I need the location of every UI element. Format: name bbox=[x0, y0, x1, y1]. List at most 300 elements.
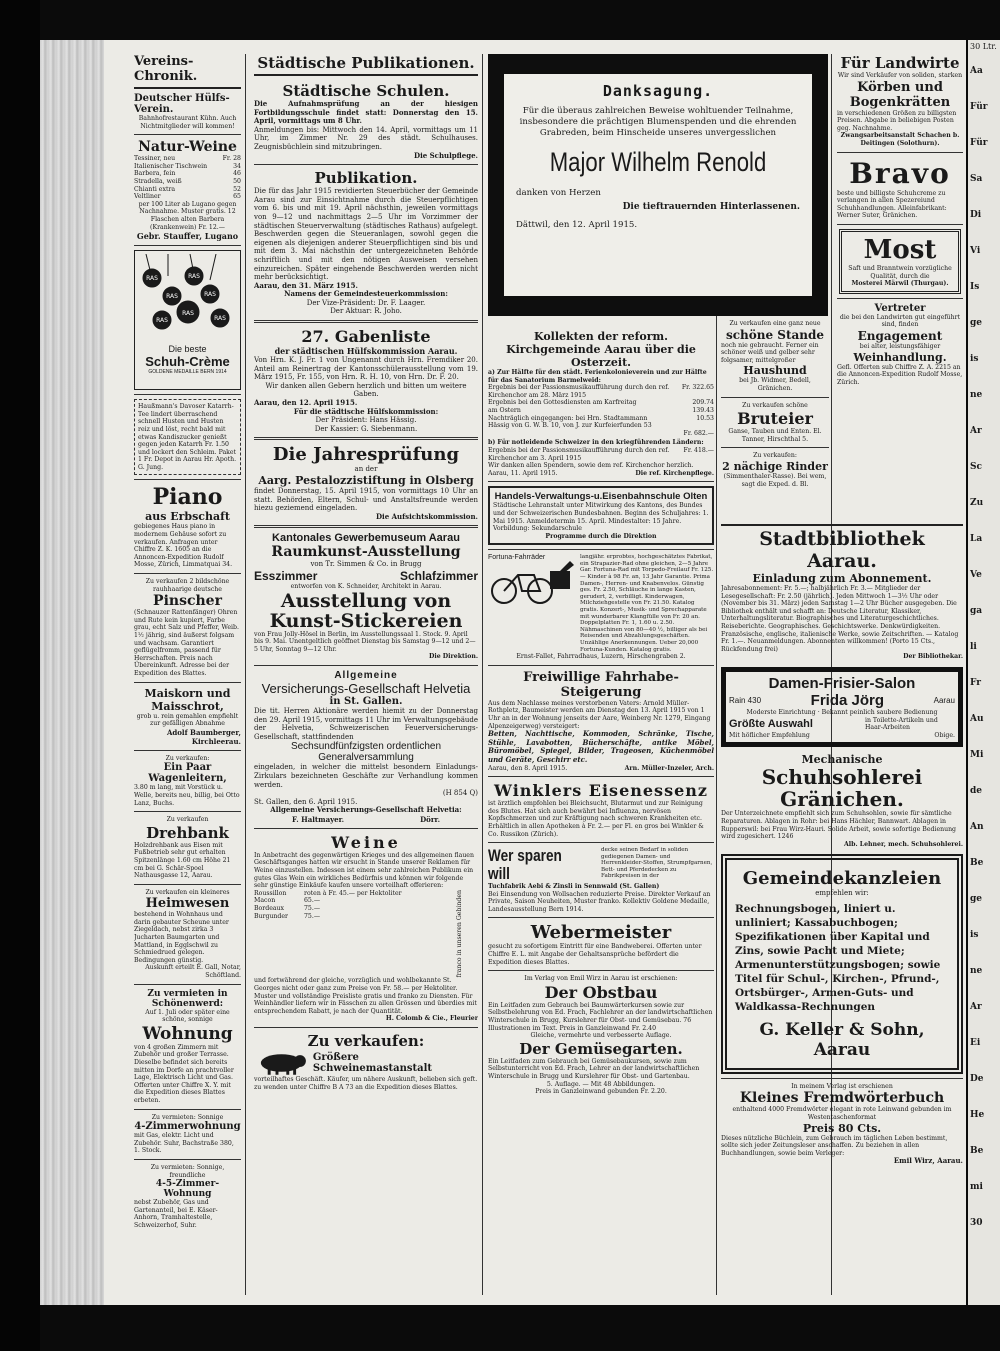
rent3-title: 4-5-Zimmer-Wohnung bbox=[155, 1179, 220, 1200]
scanner-background bbox=[0, 0, 40, 1351]
piano-text: gebiegenes Haus piano in modernem Gehäuse sofort zu verkaufen. Anfragen unter Chiffre Z. K. 1605 an die Annoncen-Expedition Rudolf Mosse, Zürich, Limmatquai 34. bbox=[134, 523, 233, 569]
collection-amount: 10.53 bbox=[696, 414, 714, 422]
column-staedtische-publikationen bbox=[254, 54, 478, 1295]
salon-city: Aarau bbox=[933, 695, 955, 705]
edge-fragment: Is bbox=[970, 282, 980, 292]
thanks-notice-block bbox=[488, 54, 828, 324]
egg-text: Ganse, Tauben und Enten. El. Tanner, Hirschthal 5. bbox=[728, 428, 822, 443]
edge-fragment: He bbox=[970, 1110, 985, 1120]
salon-choice-row bbox=[729, 717, 955, 732]
salon-room: Rain 430 bbox=[729, 695, 762, 705]
edge-fragment: li bbox=[970, 642, 977, 652]
wine-ad-note: per 100 Liter ab Lugano gegen Nachnahme. Muster gratis. 12 Flaschen alten Barbera (Krankenwein) Fr. 12.— bbox=[138, 200, 237, 231]
helvetia-text2: eingeladen, in welcher die mittelst besondern Einladungs-Zirkulars bezeichneten Geschäfte zur Verhandlung kommen werden. bbox=[254, 763, 478, 789]
collection-label bbox=[488, 430, 670, 438]
dict-title: Kleines Fremdwörterbuch bbox=[739, 1090, 945, 1107]
farmers-title: Für Landwirte bbox=[840, 54, 960, 72]
exam-title: Die Jahresprüfung bbox=[272, 444, 460, 466]
home-pre: Zu verkaufen ein kleineres bbox=[145, 888, 230, 896]
farmers-text: Wir sind Verkäufer von soliden, starken bbox=[837, 72, 963, 79]
museum-room-right: Schlafzimmer bbox=[399, 568, 478, 583]
baskets-firm: Zwangsarbeitsanstalt Schachen b. Deitingen (Solothurn). bbox=[840, 132, 960, 147]
column-middle bbox=[488, 330, 714, 1295]
pigs-header bbox=[254, 1050, 478, 1076]
helvetia-meeting: Sechsundfünfzigsten ordentlichen Generalversammlung bbox=[290, 741, 442, 764]
ras-label: RAS bbox=[146, 275, 158, 283]
sparen-ad bbox=[488, 847, 714, 883]
pinscher-pre: Zu verkaufen 2 bildschöne rauhhaarige deutsche bbox=[145, 578, 230, 593]
ras-slogan: Die beste bbox=[168, 344, 207, 355]
most-title: Most bbox=[863, 234, 937, 265]
edge-fragment: Fr bbox=[970, 678, 981, 688]
book-binding-edge bbox=[40, 40, 104, 1305]
gifts-title: 27. Gabenliste bbox=[301, 327, 431, 347]
olten-text: Städtische Lehranstalt unter Mitwirkung des Kantons, des Bundes und der Schweizerischen Bundesbahnen. Beginn des Schuljahres: 1. Mai 1915. Anmeldetermin 15. April. Mindestalter: 15 Jahre. Vorbildung: Sekundarschule bbox=[493, 502, 709, 533]
rent1-pre: Zu vermieten in Schönenwerd: bbox=[147, 988, 228, 1009]
library-title: Stadtbibliothek Aarau. bbox=[721, 524, 963, 572]
thanks-inner bbox=[504, 74, 812, 296]
iron-text: ist ärztlich empfohlen bei Bleichsucht, Blutarmut und zur Reinigung des Blutes. Hat sich auch bewährt bei Influenza, nervösen Kopfschmerzen und zur Kräftigung nach schweren Krankheiten etc. Erhältlich in allen Apotheken à Fr. 2.— per Fl. en gros bei Winkler & Co. Russikon (Zürich). bbox=[488, 800, 704, 838]
edge-fragment: Sc bbox=[970, 462, 982, 472]
edge-fragment: Für bbox=[970, 102, 988, 112]
collection-date: Aarau, 11. April 1915. bbox=[488, 469, 558, 477]
salon-line3: Mit höflicher Empfehlung bbox=[729, 731, 810, 739]
dict-text2: Dieses nützliche Büchlein, zum Gebrauch im täglichen Leben bestimmt, sollte sich jeder Zeitungsleser anschaffen. Zu beziehen in allen Buchhandlungen, sowie beim Verleger: bbox=[721, 1134, 948, 1157]
mais-title: Maiskorn und Maisschrot, bbox=[144, 686, 231, 713]
piano-subtitle: aus Erbschaft bbox=[145, 510, 230, 524]
lathe-pre: Zu verkaufen bbox=[166, 816, 209, 824]
collection-rows bbox=[488, 384, 714, 437]
collection-amount: 139.43 bbox=[692, 406, 714, 414]
helvetia-signer: Dörr. bbox=[420, 814, 441, 824]
auction-text: Aus dem Nachlasse meines verstorbenen Vaters: Arnold Müller-Rothpletz, Baumeister werden am Dienstag den 13. April 1915 von 1 Uhr an in der Wohnung jenseits der Aare, Weinberg Nr. 1279, Eingang Alpenzeigerweg) versteigert: bbox=[488, 699, 711, 730]
edge-fragment: ga bbox=[970, 606, 983, 616]
gifts-sign: Der Präsident: Hans Hässig. bbox=[315, 416, 417, 425]
auction-date: Aarau, den 8. April 1915. bbox=[488, 764, 568, 772]
garden-text: Ein Leitfaden zum Gebrauch bei Gemüsebaukursen, sowie zum Selbstunterricht von Ed. Frach, Lehrer an der landwirtschaftlichen Winterschule in Brugg und Kurslehrer für Obst- und Gartenbau. bbox=[488, 1057, 700, 1080]
garden-title: Der Gemüsegarten. bbox=[519, 1039, 683, 1058]
edge-fragment: Mi bbox=[970, 750, 984, 760]
salon-sign: Obige. bbox=[934, 731, 955, 739]
museum-by: von Tr. Simmen & Co. in Brugg bbox=[310, 560, 422, 569]
bravo-text: beste und billigste Schuhcreme zu verlangen in allen Spezereiund Schuhhandlungen. Alleinfabrikant: Werner Suter, Gränichen. bbox=[837, 189, 947, 220]
mais-firm: Adolf Baumberger, Kirchleerau. bbox=[166, 727, 241, 746]
edge-fragment: Sa bbox=[970, 174, 983, 184]
edge-fragment: Ar bbox=[970, 426, 982, 436]
weine-name: Roussillon bbox=[254, 889, 287, 897]
helvetia-sign: Allgemeine Versicherungs-Gesellschaft Helvetia: bbox=[270, 805, 462, 815]
ras-label: RAS bbox=[156, 317, 168, 325]
helvetia-title: Versicherungs-Gesellschaft Helvetia bbox=[261, 680, 471, 696]
weine-name: Burgunder bbox=[254, 912, 289, 920]
schools-title: Städtische Schulen. bbox=[282, 82, 450, 100]
embroidery-sign: Die Direktion. bbox=[429, 653, 478, 661]
edge-fragment: Aa bbox=[970, 66, 983, 76]
edge-fragment: Ei bbox=[970, 1038, 981, 1048]
schools-notice: Die Aufnahmsprüfung an der hiesigen Fortbildungsschule findet statt: Donnerstag den 15. April, vormittags um 8 Uhr. bbox=[254, 99, 478, 126]
representative-title3: Weinhandlung. bbox=[853, 350, 947, 364]
chancery-firm: G. Keller & Sohn, Aarau bbox=[759, 1019, 925, 1060]
museum-room-left: Esszimmer bbox=[254, 568, 318, 583]
weine-price: 75.— bbox=[304, 905, 321, 913]
edge-fragment: De bbox=[970, 1074, 984, 1084]
publication-sign: Der Aktuar: R. Joho. bbox=[330, 307, 402, 316]
helvetia-signer: F. Haltmayer. bbox=[291, 814, 345, 824]
collection-label: Nachträglich eingegangen: bei Hrn. Stadtammann Hässig von G. W. B. 10, von J. zur Kurfeierfunden 53 bbox=[488, 414, 652, 430]
collection-footer bbox=[488, 470, 714, 478]
cattle-title: 2 nächige Rinder bbox=[722, 459, 828, 473]
weine-text2: und fortwährend der gleiche, vorzüglich und wohlbekannte St. Georges nicht oder ganz zum Preise von Fr. 58.— per Hektoliter. Muster und vollständige Preisliste gratis und franko zu Diensten. Für Weinhändler liefern wir in Fässchen zu allen Grössen und überdies mit entsprechendem Rabatt, je nach der Quantität. bbox=[254, 977, 477, 1015]
edge-fragment: de bbox=[970, 786, 983, 796]
weine-name: Bordeaux bbox=[254, 905, 285, 913]
auction-items: Betten, Nachttische, Kommoden, Schränke, Tische, Stühle, Lavabotten, Bücherschäfte, antike Möbel, Büromöbel, Spiegel, Bilder, Trageosen, Küchenmöbel und Geräte, Geschirr etc. bbox=[488, 729, 714, 764]
dict-price: Preis 80 Cts. bbox=[802, 1121, 882, 1135]
helvetia-pre: Allgemeine bbox=[334, 669, 398, 681]
dict-text: enthaltend 4000 Fremdwörter elegant in rote Leinwand gebunden im Westentaschenformat bbox=[732, 1106, 952, 1122]
edge-fragment: La bbox=[970, 534, 983, 544]
ladder-title: Ein Paar Wagenleitern, bbox=[148, 762, 227, 785]
ladder-pre: Zu verkaufen: bbox=[165, 754, 210, 762]
collection-row bbox=[488, 399, 714, 407]
weine-rows bbox=[254, 890, 456, 978]
publication-sign: Der Vize-Präsident: Dr. F. Laager. bbox=[306, 298, 426, 307]
fortuna-visual bbox=[488, 554, 576, 653]
sparen-title: Wer sparen will bbox=[488, 846, 562, 884]
salon-title: Damen-Frisier-Salon bbox=[768, 674, 916, 692]
piano-title: Piano bbox=[152, 484, 223, 511]
tea-ad bbox=[134, 399, 241, 475]
collection-b-label: Ergebnis bei der Passionsmusikaufführung durch den ref. Kirchenchor am 3. April 1915 bbox=[488, 446, 670, 462]
section-title: Vereins-Chronik. bbox=[134, 54, 241, 89]
stand-title: schöne Stande bbox=[725, 327, 825, 342]
obstbau-text: Ein Leitfaden zum Gebrauch bei Baumwärterkursen sowie zur Selbstbelehrung von Ed. Frach, Fachlehrer an der landwirtschaftlichen Winterschule in Brugg, Kurslehrer für Obst- und Gemüsebau. 76 Illustrationen im Text. Preis in Ganzleinwand Fr. 2.40 bbox=[488, 1001, 713, 1032]
section-title: Städtische Publikationen. bbox=[254, 54, 478, 76]
weine-row bbox=[254, 890, 456, 898]
ladder-text: 3.80 m lang, mit Vorstück u. Welle, bereits neu, billig, bei Otto Lanz, Buchs. bbox=[134, 784, 240, 807]
edge-fragment: Ve bbox=[970, 570, 982, 580]
museum-title: Kantonales Gewerbemuseum Aarau bbox=[272, 532, 460, 545]
library-text: Jahresabonnement: Fr. 5.—; halbjährlich Fr. 3.— Mitglieder der Lesegesellschaft: Fr. 2.50 (jährlich). Jeden Mittwoch 1—3½ Uhr oder (November bis 31. März) jeden Samstag 1—2 Uhr Bücher ausgegeben. Die Bibliothek enthält und schafft an: Deutsche Literatur, Klassiker, Unterhaltungsliteratur. Biographisches und Literaturgeschichtliches. Reiseberichte. Geographisches. Geschichtswerke. Denkwürdigkeiten. Französische, englische, italienische Werke, sowie Zeitschriften. — Katalog Fr. 1.—. Neuanmeldungen. Abonnenten willkommen! (Porto 15 Cts., Rückfendung frei) bbox=[721, 585, 959, 653]
edge-fragment: mi bbox=[970, 1182, 983, 1192]
newspaper-page bbox=[104, 40, 966, 1305]
salon-line1: Moderste Einrichtung · Bekannt peinlich saubere Bedienung bbox=[746, 708, 938, 716]
baskets-text: in verschiedenen Größen zu billigsten Preisen. Abgabe in beliebigen Posten geg. Nachnahme. bbox=[837, 109, 957, 132]
museum-architect: entworfen von K. Schneider, Architekt in Aarau. bbox=[290, 582, 442, 590]
shoe-title: Schuhsohlerei Gränichen. bbox=[761, 765, 923, 812]
egg-pre: Zu verkaufen schöne bbox=[742, 401, 808, 409]
ras-medal: GOLDENE MEDAILLE BERN 1914 bbox=[148, 369, 227, 376]
edge-text: 30 Ltr. bbox=[970, 42, 997, 51]
shoe-text: Der Unterzeichnete empfiehlt sich zum Schuhsohlen, sowie für sämtliche Reparaturen. Ablagen in Rohr: bei Hans Hächler, Bannwart. Ablagen in Rupperswil: bei Frau Wirz-Hauri. Solide Arbeit, sowie sofortige Bedienung wird zugesichert. 1246 bbox=[721, 810, 957, 841]
collection-sign: Die ref. Kirchenpflege. bbox=[635, 469, 714, 477]
schools-sign: Die Schulpflege. bbox=[414, 150, 478, 160]
rent2-title: 4-Zimmerwohnung bbox=[134, 1121, 241, 1133]
lathe-title: Drehbank bbox=[146, 823, 229, 842]
ras-label: RAS bbox=[182, 310, 194, 318]
weine-table bbox=[254, 890, 478, 978]
museum-exhibition: Raumkunst-Ausstellung bbox=[271, 544, 461, 561]
publisher-pre: Im Verlag von Emil Wirz in Aarau ist erschienen: bbox=[524, 975, 678, 983]
wine-price-list bbox=[134, 155, 241, 201]
chancery-ad bbox=[721, 854, 963, 1074]
rent1-title: Wohnung bbox=[142, 1023, 233, 1044]
edge-fragment: is bbox=[970, 354, 979, 364]
dict-pre: In meinem Verlag ist erschienen bbox=[791, 1082, 893, 1090]
exam-sub: an der bbox=[354, 465, 378, 474]
rent1-text2: von 4 großen Zimmern mit Zubehör und großer Terrasse. Dieselbe befindet sich bereits mitten im Dorfe an prachtvoller Lage, Elektrisch Licht und Gas. Offerten unter Chiffre X. Y. mit die Expedition dieses Blattes erbeten. bbox=[134, 1043, 234, 1104]
most-ad bbox=[839, 229, 961, 294]
fortuna-ad bbox=[488, 554, 714, 653]
garden-price: Preis in Ganzleinwand gebunden Fr. 2.20. bbox=[535, 1088, 667, 1096]
weine-row bbox=[254, 913, 456, 921]
edge-fragment: Di bbox=[970, 210, 982, 220]
wine-ad-firm: Gebr. Stauffer, Lugano bbox=[136, 231, 239, 242]
sparen-text: decke seinen Bedarf in soliden gediegenen Damen- und Herrenkleider-Stoffen, Strumpfgarnen, Bett- und Pferdedecken zu Fabrikpreisen in der bbox=[601, 847, 713, 880]
ras-tins-illustration bbox=[138, 254, 236, 340]
home-text: bestehend in Wohnhaus und darin gebauter Scheune unter Ziegeldach, nebst zirka 3 Jucharten Baumgarten und Mattland, in Egglschwil zu Schmiedrued gelegen. Bedingungen günstig. bbox=[134, 911, 229, 964]
pigs-name: Größere Schweinemastanstalt bbox=[312, 1051, 433, 1074]
home-title: Heimwesen bbox=[145, 896, 230, 912]
edge-fragment: Be bbox=[970, 858, 984, 868]
representative-text: die bei den Landwirten gut eingeführt sind, finden bbox=[839, 313, 961, 329]
edge-fragment: 30 bbox=[970, 1218, 983, 1228]
collection-label: Ergebnis bei den Gottesdiensten am Karfreitag bbox=[488, 399, 637, 407]
rent3-text: nebst Zubehör, Gas und Gartenanteil, bei E. Käser-Anhorn, Tramhaltestelle, Schweizerhof, Suhr. bbox=[134, 1199, 218, 1229]
auction-footer bbox=[488, 765, 714, 773]
ad-text: Bahnhofrestaurant Kühn. Auch Nichtmitglieder will kommen! bbox=[138, 115, 237, 130]
wine-ad-title: Natur-Weine bbox=[138, 139, 237, 156]
rent2-pre: Zu vermieten: Sonnige bbox=[151, 1113, 224, 1121]
weine-title: Weine bbox=[331, 832, 401, 852]
olten-title: Handels-Verwaltungs-u.Eisenbahnschule Olten bbox=[494, 491, 708, 503]
publication-text: Die für das Jahr 1915 revidierten Steuerbücher der Gemeinde Aarau sind zur Einsichtnahme durch die Steuerpflichtigen vom 6. bis und mit 19. April nächsthin, jeweilen vormittags von 9—12 und nachmittags 2—5 Uhr im Vorzimmer der städtischen Steuerverwaltung (städtisches Rathaus) aufgelegt. Beschwerden gegen die Steueranlagen, sowohl gegen die eigenen als diejenigen anderer Steuerpflichtigen sind bis und mit dem 3. Mai nächsthin der untergezeichneten Behörde schriftlich und mit den nötigen Ausweisen versehen einzureichen. Später eingehende Beschwerden werden nicht mehr berücksichtigt. bbox=[254, 187, 478, 282]
gifts-subtitle: der städtischen Hülfskommission Aarau. bbox=[274, 346, 458, 357]
library-subtitle: Einladung zum Abonnement. bbox=[752, 572, 932, 585]
wine-price: 34 bbox=[233, 162, 241, 170]
wine-row bbox=[134, 170, 241, 178]
collection-amount: Fr. 322.65 bbox=[681, 384, 714, 392]
thanks-name: Major Wilhelm Renold bbox=[549, 147, 767, 177]
publication-title: Publikation. bbox=[314, 169, 418, 188]
weine-firm: H. Colomb & Cie., Fleurier bbox=[385, 1015, 478, 1023]
collection-row bbox=[488, 430, 714, 438]
collection-amount: 209.74 bbox=[692, 399, 714, 407]
edge-fragment: ge bbox=[970, 318, 983, 328]
edge-fragment: ne bbox=[970, 966, 983, 976]
mais-text: grob u. rein gemahlen empfiehlt zur gefälligen Abnahme bbox=[136, 712, 239, 728]
wine-row bbox=[134, 193, 241, 201]
rent3-pre: Zu vermieten: Sonnige, freundliche bbox=[150, 1163, 225, 1179]
salon-ad bbox=[721, 667, 963, 747]
fortuna-firm: Ernst-Fallet, Fahrradhaus, Luzern, Hirschengraben 2. bbox=[516, 653, 686, 661]
auction-title: Freiwillige Fahrhabe-Steigerung bbox=[523, 669, 679, 700]
edge-fragment: Be bbox=[970, 1146, 984, 1156]
thanks-text2: danken von Herzen bbox=[516, 188, 601, 198]
collection-b-row bbox=[488, 447, 714, 462]
wine-row bbox=[134, 155, 241, 163]
sparen-firm: Tuchfabrik Aebi & Zinsli in Sennwald (St. Gallen) bbox=[488, 883, 660, 891]
museum-rooms bbox=[254, 569, 478, 583]
pigs-title: Zu verkaufen: bbox=[307, 1031, 425, 1050]
wine-name: Stradella, weiß bbox=[134, 177, 182, 185]
wine-price: 65 bbox=[233, 193, 241, 201]
most-text: Saft und Branntwein vorzügliche Qualität, durch die bbox=[848, 264, 952, 280]
wine-row bbox=[134, 163, 241, 171]
salon-footer bbox=[729, 732, 955, 740]
representative-text3: Gefl. Offerten sub Chiffre Z. A. 2215 an die Annoncen-Expedition Rudolf Mosse, Zürich. bbox=[837, 363, 963, 386]
weine-price: roten à Fr. 45.— per Hektoliter bbox=[304, 889, 402, 897]
garden-edition: 5. Auflage. — Mit 48 Abbildungen. bbox=[546, 1080, 656, 1088]
helvetia-date: St. Gallen, den 6. April 1915. bbox=[254, 797, 358, 806]
helvetia-code: (H 854 Q) bbox=[442, 789, 478, 798]
gifts-sign: Der Kassier: G. Siebenmann. bbox=[314, 424, 418, 433]
edge-fragments bbox=[968, 53, 1000, 1241]
salon-owner: Frida Jörg bbox=[810, 691, 885, 709]
collection-label: am Ostern bbox=[488, 406, 521, 414]
collection-b-amount: Fr. 418.— bbox=[683, 446, 714, 454]
most-firm: Mosterei Märwil (Thurgau). bbox=[851, 280, 949, 288]
edge-fragment: ne bbox=[970, 390, 983, 400]
dog-title: Haushund bbox=[743, 364, 807, 378]
wine-row bbox=[134, 178, 241, 186]
publication-sign: Namens der Gemeindesteuerkommission: bbox=[284, 289, 448, 299]
gifts-text: Von Hrn. K. J. Fr. 1 von Ungenannt durch Hrn. Fremdiker 20. Anteil am Reinertrag der Kantonsschülerausstellung vom 19. März 1915, Fr. 155, von Hrn. R. H. 10, von Hrn. Dr. F. 20. bbox=[254, 356, 478, 382]
collection-a: a) Zur Hälfte für den städt. Ferienkolonieverein und zur Hälfte für das Sanatorium Barmelweid: bbox=[488, 369, 707, 384]
collection-amount: Fr. 682.— bbox=[683, 429, 714, 437]
shoe-pre: Mechanische bbox=[801, 753, 883, 767]
shoe-sign: Alb. Lehner, mech. Schuhsohlerei. bbox=[843, 840, 963, 848]
thanks-date: Dättwil, den 12. April 1915. bbox=[516, 220, 638, 230]
olten-sign: Programme durch die Direktion bbox=[545, 532, 657, 540]
weber-text: gesucht zu sofortigem Eintritt für eine Bandweberei. Offerten unter Chiffre E. L. mit Angabe der Gehaltsansprüche befördert die Expedition dieses Blattes. bbox=[488, 943, 702, 966]
helvetia-text: Die tit. Herren Aktionäre werden hiemit zu der Donnerstag den 29. April 1915, vormittags 11 Uhr im Verwaltungsgebäude der Helvetia, Schweizerischen Feuerversicherungs-Gesellschaft, stattfindenden bbox=[254, 706, 478, 741]
collection-title: Kollekten der reform. Kirchgemeinde Aarau über die Osterzeit. bbox=[506, 330, 696, 369]
edge-fragment: Au bbox=[970, 714, 984, 724]
weber-title: Webermeister bbox=[530, 922, 672, 944]
pinscher-text: (Schnauzer Rattenfänger) Ohren und Rute kein kupiert, Farbe grau, echt Salz und Pfeffer, Weib. 1½ jährig, sind äußerst folgsam und wachsam. Garantiert geflügelfromm, passend für Herrschaften. Preis nach Übereinkunft. Adresse bei der Expedition des Blattes. bbox=[134, 609, 239, 677]
gifts-date: Aarau, den 12. April 1915. bbox=[254, 398, 358, 408]
pinscher-title: Pinscher bbox=[153, 593, 222, 610]
sparen-text2: Bei Einsendung von Wollsachen reduzierte Preise. Direkter Verkauf an Private, Saison Neuheiten, Muster franko. Kollektiv Goldene Medaille, Landesausstellung Bern 1914. bbox=[488, 890, 711, 913]
dog-text: bei Jb. Widmer, Bedell, Gränichen. bbox=[739, 377, 811, 392]
ras-label: RAS bbox=[188, 273, 200, 281]
embroidery-title: Ausstellung von Kunst-Stickereien bbox=[269, 589, 463, 632]
weine-price: 75.— bbox=[304, 912, 321, 920]
auction-sign: Arn. Müller-Inzeler, Arch. bbox=[624, 764, 714, 772]
weine-side-note: franco in unseren Gebinden bbox=[456, 889, 463, 978]
thanks-text: Für die überaus zahlreichen Beweise wohltuender Teilnahme, insbesondere die prächtigen Blumenspenden und die ehrenden Grabreden, beim Hinscheide unseres unvergesslichen bbox=[519, 106, 797, 138]
column-vereins-chronik bbox=[134, 54, 241, 1295]
helvetia-signers bbox=[254, 815, 478, 824]
weine-row bbox=[254, 905, 456, 913]
ras-shoe-cream-ad bbox=[134, 250, 241, 390]
exam-institution: Aarg. Pestalozzistiftung in Olsberg bbox=[258, 474, 474, 487]
pig-icon bbox=[254, 1050, 309, 1076]
obstbau-note: Gleiche, vermehrte und verbesserte Auflage. bbox=[530, 1032, 672, 1040]
dict-firm: Emil Wirz, Aarau. bbox=[893, 1156, 963, 1166]
fortuna-text: langjähr. erprobtes, hochgeschätztes Fabrikat, ein Strapazier-Rad ohne gleichen, 2—5 Jahre Gar. Fortuna-Rad mit Torpedo-Freilauf Fr. 125.— Kinder à 98 Fr. an, 13 Jahr Garantie. Prima Damen-, Herren- und Knabenvelos. Günstig ges. Fr. 2.50, Schläuche in lange Kasten, gerudert, 2, verbilligt. Kinderwagen, Milchziehgestelle von Fr. 21.50. Katalog gratis. Konzert-, Musik- und Sprechapparate mit wunderbarer Klangfülle von Fr. 20 an. Doppelplatten Fr. 1, 1.60 u. 2.50. Nähmaschinen von 80—40 ½, billiger als bei Reisenden und Abzahlungsgeschäften. Unzählige Anerkennungen. Ueber 20,000 Fortuna-Kunden. Katalog gratis. bbox=[580, 554, 714, 653]
salon-choice: Größte Auswahl bbox=[729, 718, 813, 731]
stand-text: noch nie gebraucht. Ferner ein schöner weiß und gelber sehr folgsamer, mittelgroßer bbox=[721, 341, 819, 364]
bravo-title: Bravo bbox=[849, 156, 951, 190]
salon-line2: in Toilette-Artikeln und Haar-Arbeiten bbox=[865, 716, 938, 732]
library-sign: Der Bibliothekar. bbox=[903, 653, 963, 661]
thanks-title: Danksagung. bbox=[602, 82, 714, 100]
weine-text: In Anbetracht des gegenwärtigen Krieges und des allgemeinen flauen Geschäftsganges hatten wir ersucht in Stande unserer Reklamen für Weine einzustellen. Indessen ist einem sehr zahlreichen Publikum ein gutes Glas Wein ein wirkliches Bedürfnis und können wir folgende sehr günstige Einkäufe kaufen unsere vorteilhaft offerieren: bbox=[254, 851, 474, 890]
column-rule bbox=[482, 54, 483, 1295]
column-small-ads bbox=[721, 320, 829, 520]
chancery-pre: empfehlen wir: bbox=[815, 889, 869, 898]
collection-row bbox=[488, 407, 714, 415]
wide-right-block bbox=[721, 524, 963, 1295]
edge-fragment: Für bbox=[970, 138, 988, 148]
rent1-text: Auf 1. Juli oder später eine schöne, sonnige bbox=[145, 1008, 230, 1024]
chancery-title: Gemeindekanzleien bbox=[742, 868, 942, 890]
thanks-sign: Die tieftrauernden Hinterlassenen. bbox=[622, 202, 800, 212]
stand-pre: Zu verkaufen eine ganz neue bbox=[729, 320, 821, 327]
collection-row bbox=[488, 415, 714, 430]
adjacent-page-edge bbox=[968, 40, 1000, 1305]
tea-text: Haußmann's Davoser Katarrh-Tee lindert überraschend schnell Husten und Husten reiz und löst, recht bald mit etwas Kandiszucker genießt gegen jeden Katarrh Fr. 1.50 und lockert den Schleim. Paket 1 Fr. Depot in Aarau Hr. Apoth. G. Jung. bbox=[138, 403, 237, 471]
schools-text: Anmeldungen bis: Mittwoch den 14. April, vormittags um 11 Uhr, im Zimmer Nr. 29 des städt. Schulhauses. Zeugnisbüchlein sind mitzubringen. bbox=[254, 125, 478, 151]
edge-fragment: is bbox=[970, 930, 979, 940]
embroidery-text: von Frau Jolly-Hösel in Berlin, im Ausstellungssaal 1. Stock. 9. April bis 9. Mai. Unentgeltlich geöffnet Dienstag bis Samstag 9—12 und 2—5 Uhr, Sonntag 9—12 Uhr. bbox=[254, 630, 476, 653]
ras-product: Schuh-Crème bbox=[145, 354, 230, 370]
publication-date: Aarau, den 31. März 1915. bbox=[254, 280, 358, 290]
ras-label: RAS bbox=[204, 291, 216, 299]
pigs-text: vorteilhaftes Geschäft. Käufer, um nähere Auskunft, belieben sich geft. zu wenden unter Chiffre B A 73 an die Expedition dieses Blattes. bbox=[254, 1075, 478, 1091]
ras-label: RAS bbox=[214, 315, 226, 323]
iron-title: Winklers Eisenessenz bbox=[494, 781, 708, 801]
thanks-frame bbox=[488, 54, 828, 316]
weine-price: 65.— bbox=[304, 897, 321, 905]
baskets-title: Körben und Bogenkrätten bbox=[849, 79, 951, 110]
column-rule bbox=[245, 54, 246, 1295]
collection-thanks: Wir danken allen Spendern, sowie dem ref. Kirchenchor herzlich. bbox=[488, 462, 694, 470]
collection-b: b) Für notleidende Schweizer in den kriegführenden Ländern: bbox=[488, 439, 704, 447]
egg-title: Bruteier bbox=[737, 409, 813, 429]
edge-fragment: Ar bbox=[970, 1002, 982, 1012]
home-firm: Auskunft erteilt E. Gall, Notar, Schöftland. bbox=[145, 964, 241, 980]
obstbau-title: Der Obstbau bbox=[544, 982, 658, 1002]
wine-name: Tessiner, neu bbox=[134, 155, 176, 163]
weine-name: Macon bbox=[254, 897, 276, 905]
wine-price: 46 bbox=[233, 170, 241, 178]
collection-label: Ergebnis bei der Passionsmusikaufführung durch den ref. Kirchenchor am 28. März 1915 bbox=[488, 384, 670, 399]
wine-name: Chianti extra bbox=[134, 185, 176, 193]
gifts-sign: Für die städtische Hülfskommission: bbox=[293, 406, 439, 416]
cattle-text: (Simmenthaler-Rasse). Bei wem, sagt die Exped. d. Bl. bbox=[723, 472, 827, 488]
weine-row bbox=[254, 897, 456, 905]
collection-row bbox=[488, 384, 714, 399]
representative-text2: bei alter, leistungsfähiger bbox=[859, 342, 941, 350]
wine-price: 50 bbox=[233, 177, 241, 185]
wine-price: Fr. 28 bbox=[222, 155, 241, 163]
gifts-thanks: Wir danken allen Gebern herzlich und bitten um weitere Gaben. bbox=[265, 381, 467, 399]
wine-name: Italienischer Tischwein bbox=[134, 162, 208, 170]
edge-fragment: ge bbox=[970, 894, 983, 904]
representative-title: Vertreter bbox=[874, 302, 926, 314]
wine-name: Barbera, fein bbox=[134, 170, 176, 178]
edge-fragment: An bbox=[970, 822, 984, 832]
edge-fragment: Zu bbox=[970, 498, 984, 508]
exam-text: findet Donnerstag, 15. April 1915, von vormittags 10 Uhr an statt. Behörden, Eltern, Schul- und Anstaltsfreunde werden hiezu geziemend eingeladen. bbox=[254, 487, 478, 513]
lathe-text: Holzdrehbank aus Eisen mit Fußbetrieb sehr gut erhalten Spitzenlänge 1.60 cm Höhe 21 cm bei G. Schär-Spoel Nathausgasse 12, Aarau. bbox=[134, 841, 231, 880]
helvetia-city: in St. Gallen. bbox=[329, 695, 403, 707]
chancery-text: Rechnungsbogen, liniert u. unliniert; Kassabuchbogen; Spezifikationen über Kapital und Zins, sowie Pacht und Miete; Armenunterstützungsbogen; sowie Titel für Schul-, Kirchen-, Pfrund-, Ortsbürger-, Armen-Guts- und Waldkassa-Rechnungen bbox=[735, 902, 941, 1013]
column-right bbox=[837, 54, 963, 524]
fortuna-brand: Fortuna-Fahrräder bbox=[488, 554, 546, 562]
